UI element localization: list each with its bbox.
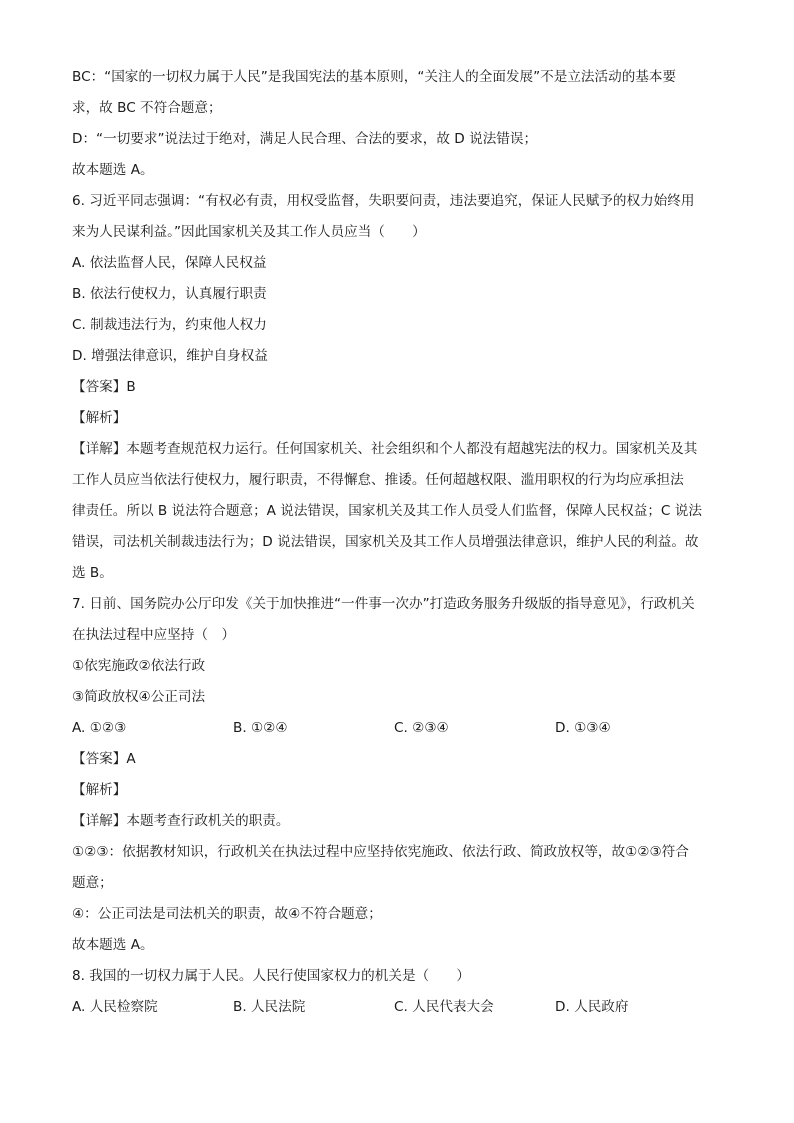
q8-stem: 8. 我国的一切权力属于人民。人民行使国家权力的机关是（ ） bbox=[72, 968, 470, 984]
q7-detail-line-2: ①②③：依据教材知识，行政机关在执法过程中应坚持依宪施政、依法行政、简政放权等，故①②③符合 bbox=[72, 844, 689, 860]
q7-analysis-heading: 【解析】 bbox=[72, 782, 127, 798]
q6-stem-line-2: 来为人民谋利益。”因此国家机关及其工作人员应当（ ） bbox=[72, 224, 426, 240]
q8-options-row bbox=[72, 992, 722, 1023]
prev-d-line: D：“一切要求”说法过于绝对，满足人民合理、合法的要求，故 D 说法错误； bbox=[72, 131, 538, 147]
q8-option-b: B. 人民法院 bbox=[233, 999, 306, 1015]
q6-stem-line-1: 6. 习近平同志强调：“有权必有责，用权受监督，失职要问责，违法要追究，保证人民赋予的权力始终用 bbox=[72, 193, 695, 209]
q8-option-a: A. 人民检察院 bbox=[72, 999, 158, 1015]
q7-option-a: A. ①②③ bbox=[72, 720, 127, 736]
q6-option-c: C. 制裁违法行为，约束他人权力 bbox=[72, 317, 267, 333]
q7-detail-line-4: ④：公正司法是司法机关的职责，故④不符合题意； bbox=[72, 906, 382, 922]
q6-answer: 【答案】B bbox=[72, 379, 136, 395]
q6-detail-line-1: 【详解】本题考查规范权力运行。任何国家机关、社会组织和个人都没有超越宪法的权力。国家机关及其 bbox=[72, 441, 698, 457]
q8-option-c: C. 人民代表大会 bbox=[394, 999, 494, 1015]
q6-detail-line-4: 错误，司法机关制裁违法行为；D 说法错误，国家机关及其工作人员增强法律意识，维护人民的利益。故 bbox=[72, 534, 699, 550]
q6-option-b: B. 依法行使权力，认真履行职责 bbox=[72, 286, 267, 302]
q6-option-a: A. 依法监督人民，保障人民权益 bbox=[72, 255, 267, 271]
prev-bc-line-1: BC：“国家的一切权力属于人民”是我国宪法的基本原则，“关注人的全面发展”不是立法活动的基本要 bbox=[72, 69, 677, 85]
q7-detail-line-1: 【详解】本题考查行政机关的职责。 bbox=[72, 813, 290, 829]
q7-options-row bbox=[72, 713, 722, 744]
q6-analysis-heading: 【解析】 bbox=[72, 410, 127, 426]
q7-items-line-2: ③简政放权④公正司法 bbox=[72, 689, 206, 705]
q7-items-line-1: ①依宪施政②依法行政 bbox=[72, 658, 206, 674]
q6-detail-line-5: 选 B。 bbox=[72, 565, 113, 581]
q7-detail-line-3: 题意； bbox=[72, 875, 113, 891]
q7-detail-line-5: 故本题选 A。 bbox=[72, 937, 154, 953]
q6-detail-line-2: 工作人员应当依法行使权力，履行职责，不得懈怠、推诿。任何超越权限、滥用职权的行为均应承担法 bbox=[72, 472, 684, 488]
q7-stem-line-1: 7. 日前、国务院办公厅印发《关于加快推进“一件事一次办”打造政务服务升级版的指导意见》，行政机关 bbox=[72, 596, 695, 612]
q7-option-c: C. ②③④ bbox=[394, 720, 449, 736]
q8-option-d: D. 人民政府 bbox=[555, 999, 629, 1015]
q7-option-b: B. ①②④ bbox=[233, 720, 288, 736]
q7-stem-line-2: 在执法过程中应坚持（ ） bbox=[72, 627, 236, 643]
prev-conclusion: 故本题选 A。 bbox=[72, 162, 154, 178]
q7-option-d: D. ①③④ bbox=[555, 720, 611, 736]
q7-answer: 【答案】A bbox=[72, 751, 136, 767]
document-content bbox=[72, 62, 722, 1023]
q6-detail-line-3: 律责任。所以 B 说法符合题意；A 说法错误，国家机关及其工作人员受人们监督，保障人民权益；C 说法 bbox=[72, 503, 702, 519]
prev-bc-line-2: 求，故 BC 不符合题意； bbox=[72, 100, 222, 116]
q6-option-d: D. 增强法律意识，维护自身权益 bbox=[72, 348, 268, 364]
